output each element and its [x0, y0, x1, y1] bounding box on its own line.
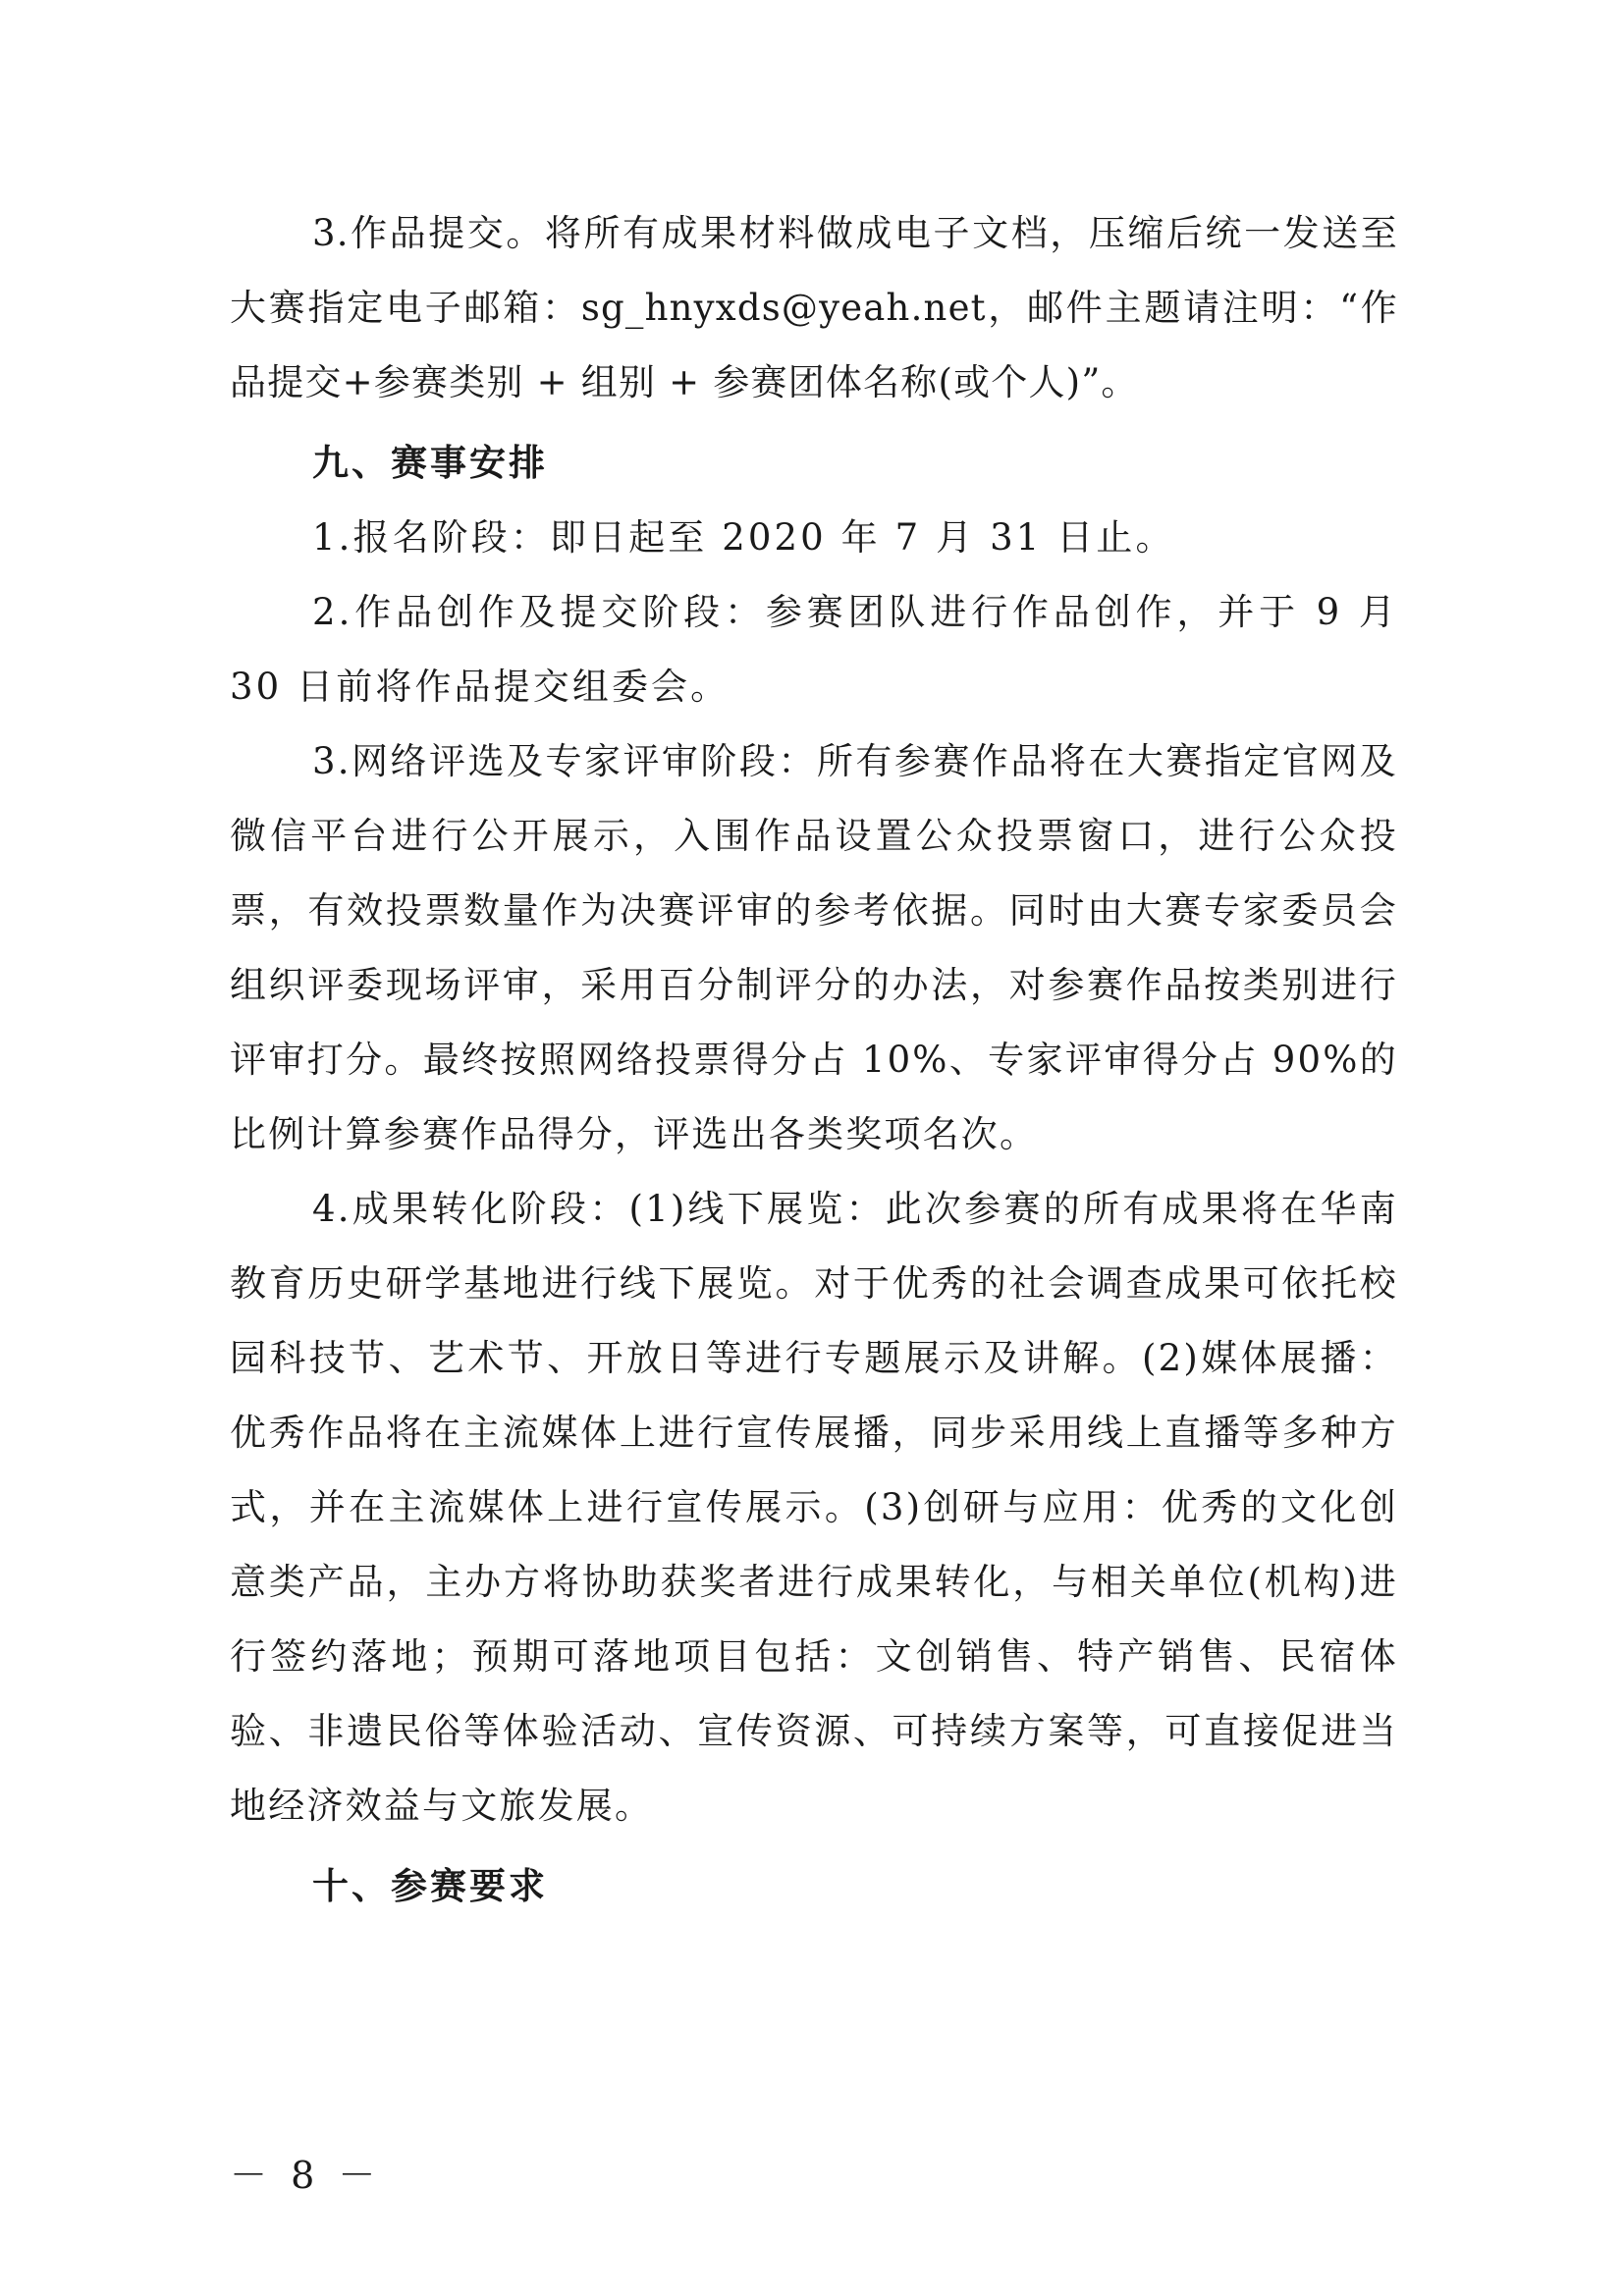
paragraph-transformation-stage: 4.成果转化阶段：(1)线下展览：此次参赛的所有成果将在华南教育历史研学基地进行线下展览。对于优秀的社会调查成果可依托校园科技节、艺术节、开放日等进行专题展示及讲解。(2)媒体展播：优秀作品将在主流媒体上进行宣传展播，同步采用线上直播等多种方式，并在主流媒体上进行宣传展示。(3)创研与应用：优秀的文化创意类产品，主办方将协助获奖者进行成果转化，与相关单位(机构)进行签约落地；预期可落地项目包括：文创销售、特产销售、民宿体验、非遗民俗等体验活动、宣传资源、可持续方案等，可直接促进当地经济效益与文旅发展。 — [230, 1188, 1398, 1827]
document-body — [230, 196, 1398, 1924]
section-heading-requirements: 十、参赛要求 — [312, 1865, 548, 1907]
paragraph-creation-stage: 2.作品创作及提交阶段：参赛团队进行作品创作，并于 9 月 30 日前将作品提交组委会。 — [230, 591, 1398, 708]
section-heading-schedule: 九、赛事安排 — [312, 442, 548, 484]
paragraph-work-submission: 3.作品提交。将所有成果材料做成电子文档，压缩后统一发送至大赛指定电子邮箱：sg_hnyxds@yeah.net，邮件主题请注明：“作品提交+参赛类别 + 组别 + 参赛团体名称(或个人)”。 — [230, 212, 1398, 403]
paragraph-registration-stage: 1.报名阶段：即日起至 2020 年 7 月 31 日止。 — [312, 516, 1175, 559]
paragraph-review-stage: 3.网络评选及专家评审阶段：所有参赛作品将在大赛指定官网及微信平台进行公开展示，入围作品设置公众投票窗口，进行公众投票，有效投票数量作为决赛评审的参考依据。同时由大赛专家委员会组织评委现场评审，采用百分制评分的办法，对参赛作品按类别进行评审打分。最终按照网络投票得分占 10%、专家评审得分占 90%的比例计算参赛作品得分，评选出各类奖项名次。 — [230, 740, 1398, 1155]
page-number: － 8 － — [230, 2154, 382, 2197]
